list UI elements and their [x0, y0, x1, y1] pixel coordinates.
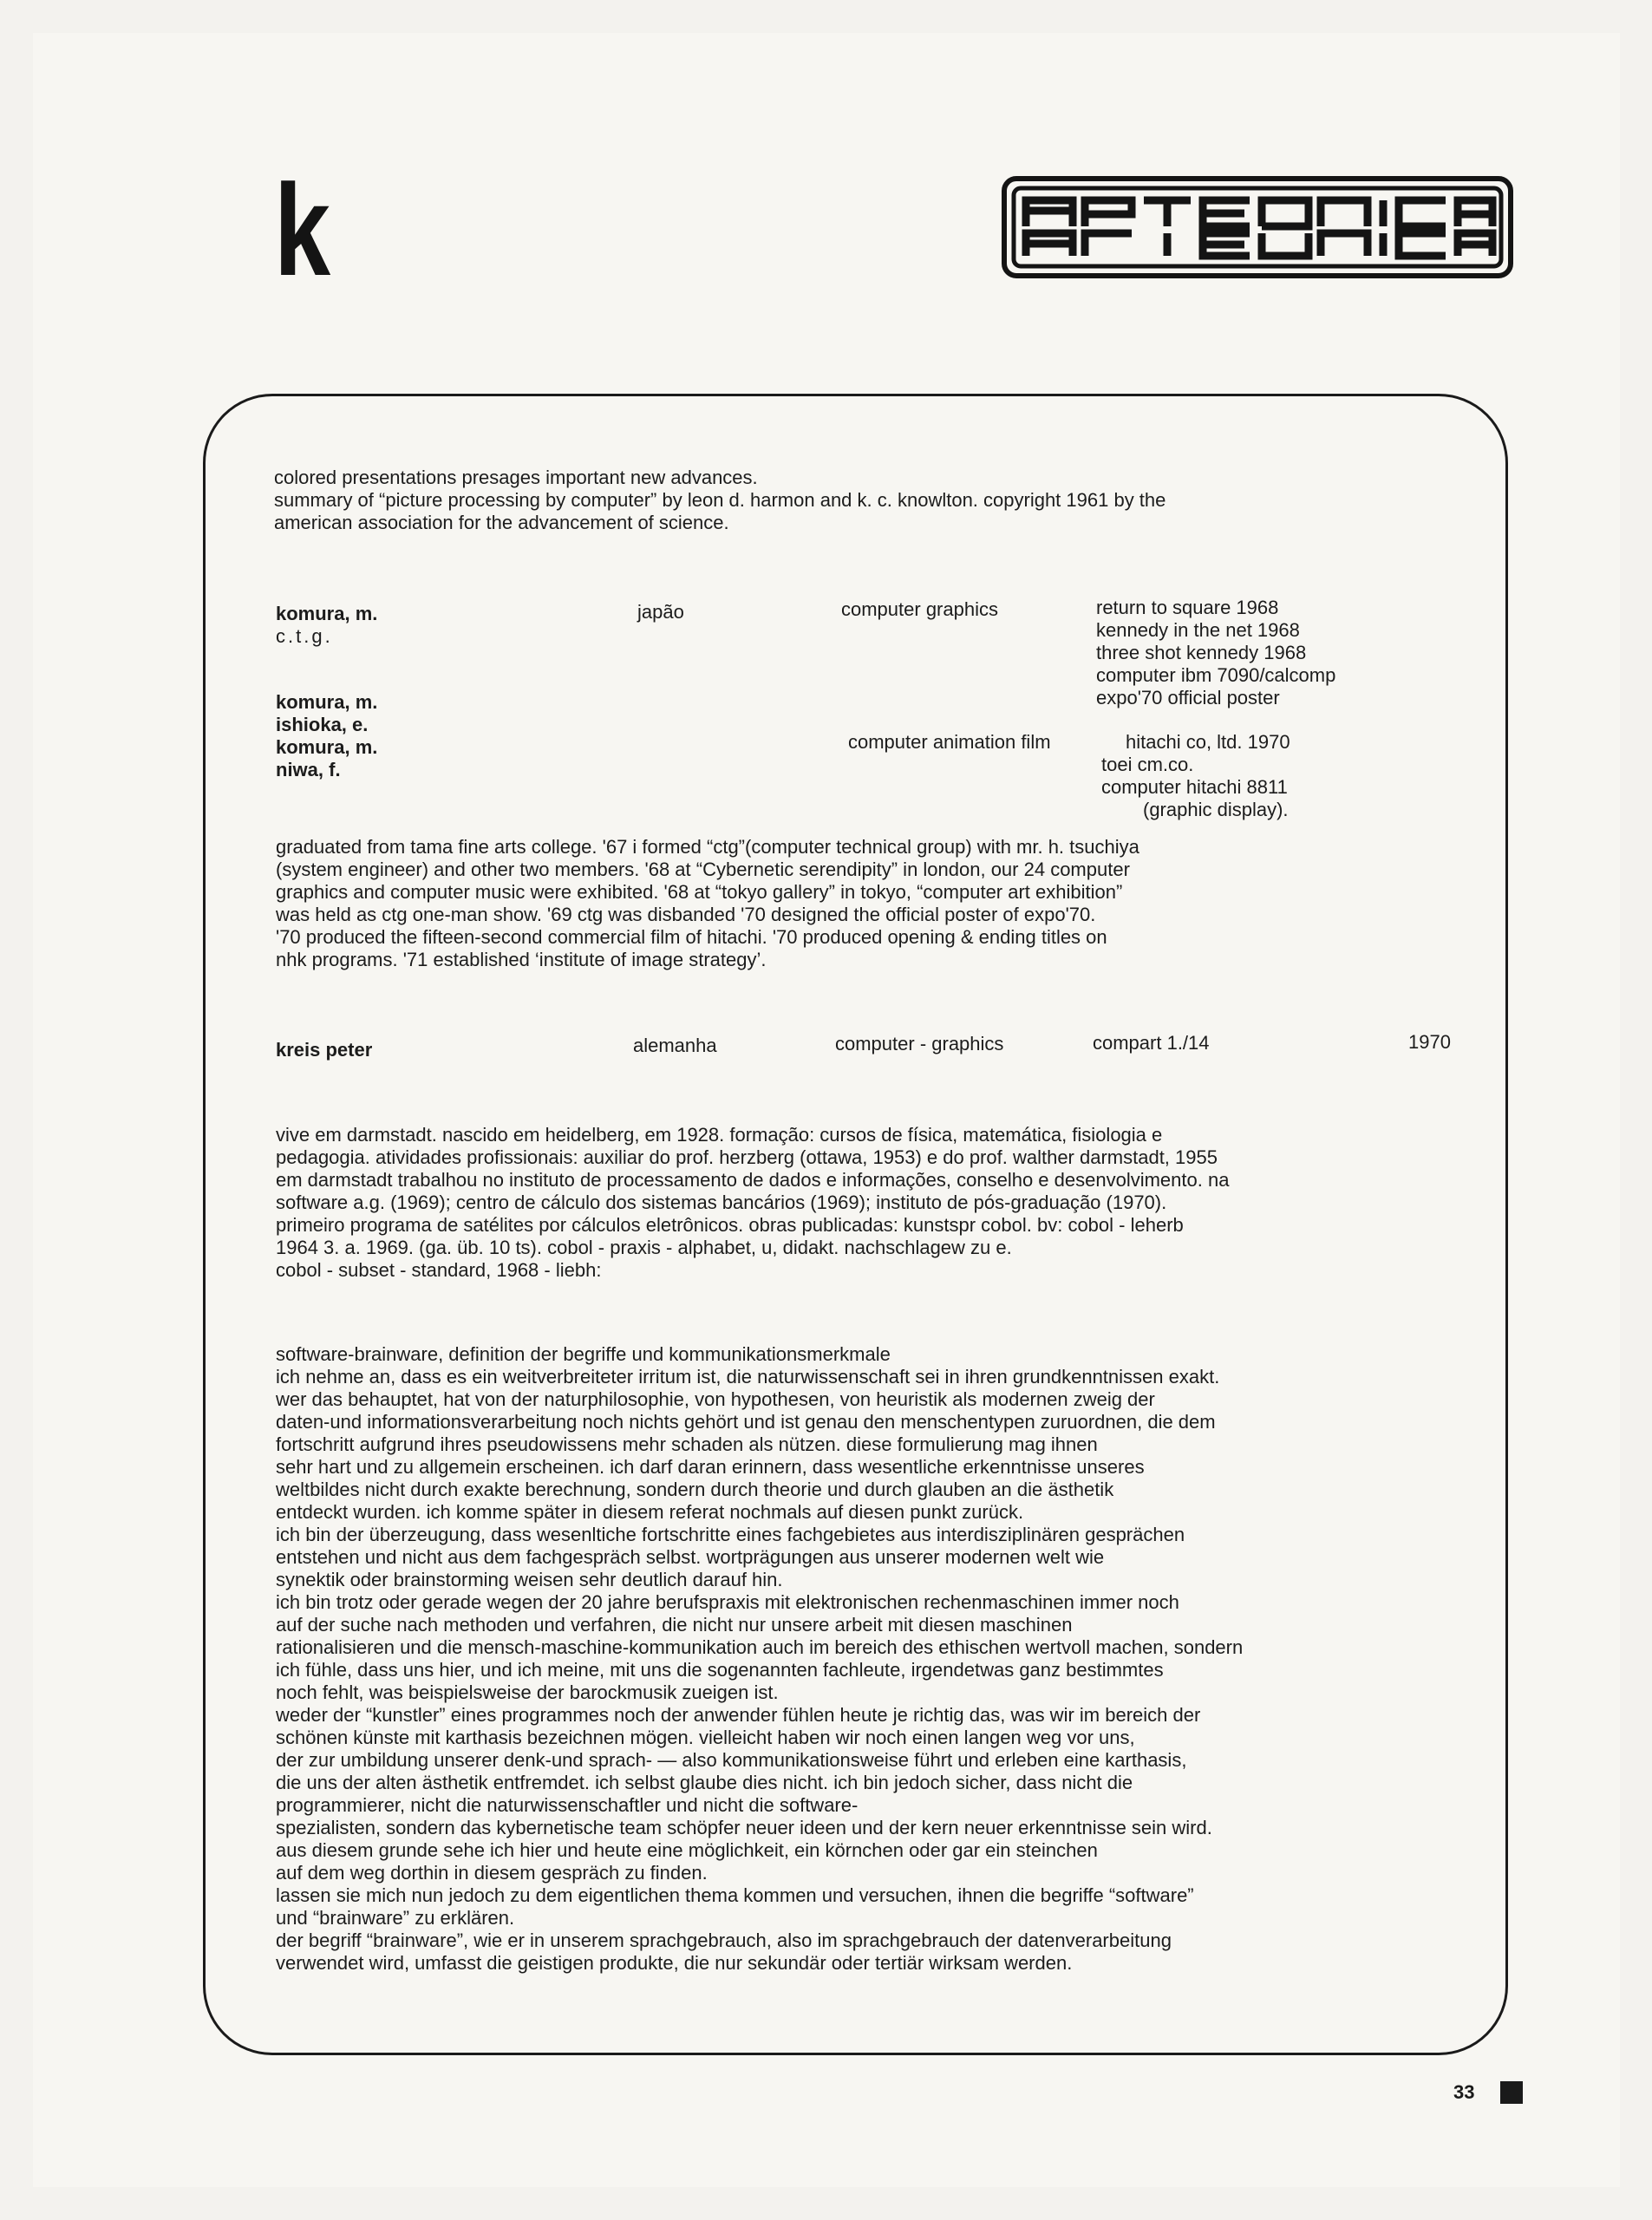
intro-line: summary of “picture processing by computer” by leon d. harmon and k. c. knowlton. copyright 1961 by the	[274, 489, 1166, 511]
kreis-essay	[276, 1343, 1243, 1975]
bio-line: graduated from tama fine arts college. '67 i formed “ctg”(computer technical group) with mr. h. tsuchiya	[276, 836, 1139, 858]
essay-line: die uns der alten ästhetik entfremdet. ich selbst glaube dies nicht. ich bin jedoch sicher, dass nicht die	[276, 1772, 1133, 1793]
kreis-name: kreis peter	[276, 1039, 373, 1061]
bio-line: 1964 3. a. 1969. (ga. üb. 10 ts). cobol - praxis - alphabet, u, didakt. nachschlagew zu e.	[276, 1237, 1012, 1258]
work-item: kennedy in the net 1968	[1096, 619, 1300, 641]
essay-line: daten-und informationsverarbeitung noch nichts gehört und ist genau den menschentypen zuruordnen, die dem	[276, 1411, 1216, 1433]
essay-line: noch fehlt, was beispielsweise der barockmusik zueigen ist.	[276, 1681, 779, 1703]
komura-work-2: toei cm.co.	[1101, 754, 1194, 775]
essay-line: spezialisten, sondern das kybernetische team schöpfer neuer ideen und der kern neuer erkenntnisse sein wird.	[276, 1817, 1212, 1838]
niwa-name: niwa, f.	[276, 759, 341, 780]
bio-line: (system engineer) and other two members. '68 at “Cybernetic serendipity” in london, our 24 computer	[276, 859, 1130, 880]
komura-work-2: computer hitachi 8811	[1101, 776, 1288, 798]
essay-line: ich bin der überzeugung, dass wesenltiche fortschritte eines fachgebietes aus interdisziplinären gesprächen	[276, 1524, 1185, 1545]
essay-line: aus diesem grunde sehe ich hier und heute eine möglichkeit, ein körnchen oder gar ein steinchen	[276, 1839, 1098, 1861]
komura-work-2: hitachi co, ltd. 1970	[1126, 731, 1290, 753]
kreis-work: compart 1./14	[1093, 1032, 1210, 1054]
essay-line: ich nehme an, dass es ein weitverbreiteter irritum ist, die naturwissenschaft sei in ihren grundkenntnissen exakt.	[276, 1366, 1220, 1388]
essay-line: software-brainware, definition der begriffe und kommunikationsmerkmale	[276, 1343, 891, 1365]
ishioka-name: ishioka, e.	[276, 714, 369, 735]
essay-line: weltbildes nicht durch exakte berechnung, sondern durch theorie und durch glauben an die ästhetik	[276, 1479, 1114, 1500]
essay-line: lassen sie mich nun jedoch zu dem eigentlichen thema kommen und versuchen, ihnen die begriffe “software”	[276, 1884, 1194, 1906]
essay-line: und “brainware” zu erklären.	[276, 1907, 515, 1929]
page-marker-square	[1500, 2081, 1523, 2104]
essay-line: ich fühle, dass uns hier, und ich meine, mit uns die sogenannten fachleute, irgendetwas ganz bestimmtes	[276, 1659, 1164, 1681]
essay-line: sehr hart und zu allgemein erscheinen. ich darf daran erinnern, dass wesentliche erkenntnisse unseres	[276, 1456, 1145, 1478]
essay-line: wer das behauptet, hat von der naturphilosophie, von hypothesen, von heuristik als modernen zweig der	[276, 1388, 1155, 1410]
essay-line: rationalisieren und die mensch-maschine-kommunikation auch im bereich des ethischen wertvoll machen, sondern	[276, 1636, 1244, 1658]
bio-line: software a.g. (1969); centro de cálculo dos sistemas bancários (1969); instituto de pós-graduação (1970).	[276, 1192, 1167, 1213]
kreis-category: computer - graphics	[835, 1033, 1004, 1054]
bio-line: pedagogia. atividades profissionais: auxiliar do prof. herzberg (ottawa, 1953) e do prof. walther darmstadt, 1955	[276, 1146, 1218, 1168]
bio-line: was held as ctg one-man show. '69 ctg was disbanded '70 designed the official poster of expo'70.	[276, 904, 1096, 925]
komura-bio	[276, 836, 1139, 971]
essay-line: der begriff “brainware”, wie er in unserem sprachgebrauch, also im sprachgebrauch der datenverarbeitung	[276, 1929, 1172, 1951]
komura-category-2: computer animation film	[848, 731, 1051, 753]
work-item: expo'70 official poster	[1096, 687, 1280, 708]
kreis-bio	[276, 1124, 1229, 1282]
essay-line: schönen künste mit karthasis bezeichnen mögen. vielleicht haben wir noch einen langen weg vor uns,	[276, 1727, 1135, 1748]
bio-line: vive em darmstadt. nascido em heidelberg, em 1928. formação: cursos de física, matemática, fisiologia e	[276, 1124, 1163, 1146]
komura-country: japão	[637, 601, 684, 623]
page-number: 33	[1453, 2081, 1475, 2103]
intro-text	[274, 467, 1166, 534]
bio-line: graphics and computer music were exhibited. '68 at “tokyo gallery” in tokyo, “computer art exhibition”	[276, 881, 1123, 903]
bio-line: cobol - subset - standard, 1968 - liebh:	[276, 1259, 602, 1281]
kreis-year: 1970	[1408, 1031, 1451, 1053]
essay-line: ich bin trotz oder gerade wegen der 20 jahre berufspraxis mit elektronischen rechenmaschinen immer noch	[276, 1591, 1179, 1613]
komura-name-2: komura, m.	[276, 691, 378, 713]
logo-graphic	[1002, 176, 1513, 278]
essay-line: synektik oder brainstorming weisen sehr deutlich darauf hin.	[276, 1569, 783, 1590]
bio-line: primeiro programa de satélites por cálculos eletrônicos. obras publicadas: kunstspr cobol. bv: cobol - leherb	[276, 1214, 1184, 1236]
komura-name: komura, m.	[276, 603, 378, 624]
bio-line: nhk programs. '71 established ‘institute of image strategy’.	[276, 949, 767, 970]
bio-line: em darmstadt trabalhou no instituto de processamento de dados e informações, conselho e desenvolvimento. na	[276, 1169, 1230, 1191]
komura-work-2: (graphic display).	[1143, 799, 1289, 820]
kreis-country: alemanha	[633, 1035, 717, 1056]
essay-line: der zur umbildung unserer denk-und sprach- — also kommunikationsweise führt und erleben eine karthasis,	[276, 1749, 1187, 1771]
essay-line: entstehen und nicht aus dem fachgespräch selbst. wortprägungen aus unserer modernen welt wie	[276, 1546, 1105, 1568]
essay-line: verwendet wird, umfasst die geistigen produkte, die nur sekundär oder tertiär wirksam werden.	[276, 1952, 1073, 1974]
essay-line: programmierer, nicht die naturwissenschaftler und nicht die software-	[276, 1794, 859, 1816]
arteonica-logo	[1002, 176, 1513, 278]
work-item: three shot kennedy 1968	[1096, 642, 1307, 663]
intro-line: american association for the advancement of science.	[274, 512, 729, 533]
komura-name-3: komura, m.	[276, 736, 378, 758]
essay-line: auf der suche nach methoden und verfahren, die nicht nur unsere arbeit mit diesen maschinen	[276, 1614, 1073, 1636]
intro-line: colored presentations presages important new advances.	[274, 467, 758, 488]
komura-works-1	[1096, 597, 1335, 709]
komura-group: c.t.g.	[276, 625, 333, 647]
essay-line: weder der “kunstler” eines programmes noch der anwender fühlen heute je richtig das, was wir im bereich der	[276, 1704, 1201, 1726]
komura-category-1: computer graphics	[841, 598, 998, 620]
work-item: computer ibm 7090/calcomp	[1096, 664, 1336, 686]
essay-line: entdeckt wurden. ich komme später in diesem referat nochmals auf diesen punkt zurück.	[276, 1501, 1024, 1523]
section-letter: k	[274, 157, 328, 303]
bio-line: '70 produced the fifteen-second commercial film of hitachi. '70 produced opening & ending titles on	[276, 926, 1107, 948]
work-item: return to square 1968	[1096, 597, 1279, 618]
essay-line: auf dem weg dorthin in diesem gespräch zu finden.	[276, 1862, 708, 1884]
essay-line: fortschritt aufgrund ihres pseudowissens mehr schaden als nützen. diese formulierung mag ihnen	[276, 1433, 1098, 1455]
